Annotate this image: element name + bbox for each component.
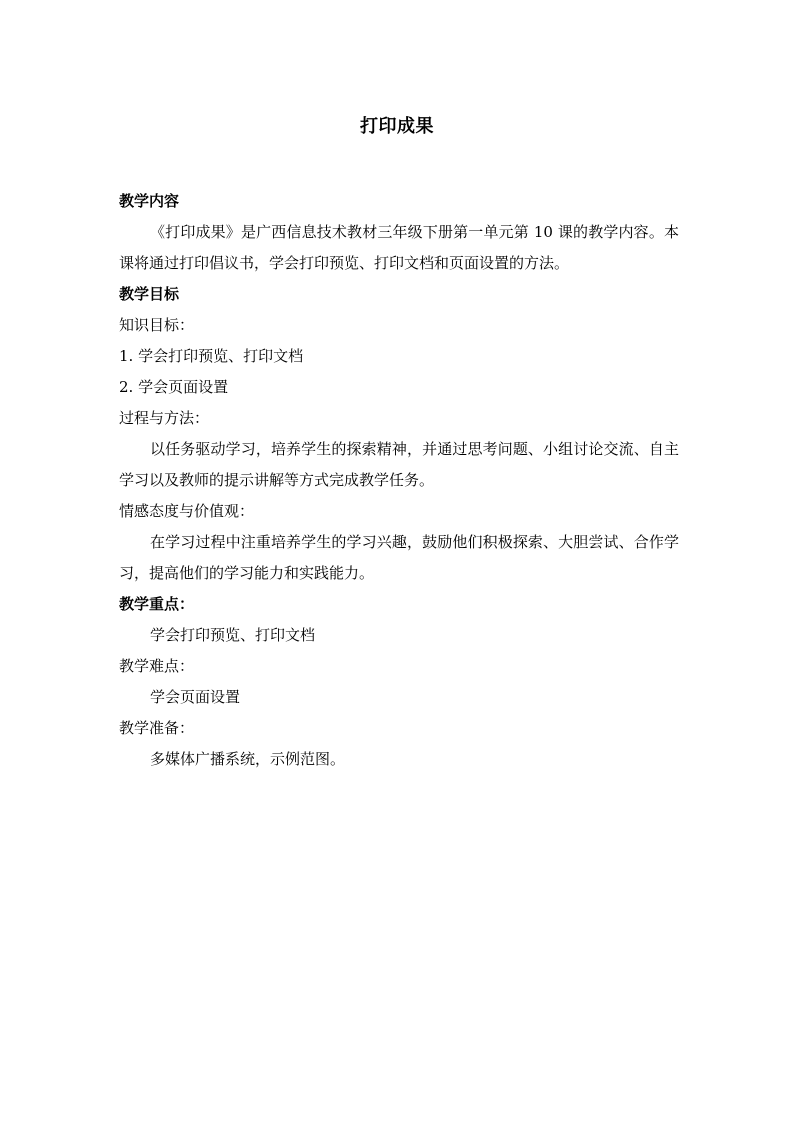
difficulty-text: 学会页面设置 bbox=[150, 688, 241, 706]
process-paragraph: 以任务驱动学习，培养学生的探索精神，并通过思考问题、小组讨论交流、自主学习以及教师的提示讲解等方式完成教学任务。 bbox=[119, 440, 679, 489]
preparation-text: 多媒体广播系统，示例范图。 bbox=[150, 750, 346, 768]
keypoint-text: 学会打印预览、打印文档 bbox=[150, 626, 316, 644]
attitude-paragraph: 在学习过程中注重培养学生的学习兴趣，鼓励他们积极探索、大胆尝试、合作学习，提高他们的学习能力和实践能力。 bbox=[119, 533, 679, 582]
difficulty-heading: 教学难点： bbox=[119, 657, 195, 675]
keypoint-heading: 教学重点： bbox=[119, 595, 195, 613]
process-heading: 过程与方法： bbox=[119, 409, 210, 427]
knowledge-item-2: 2. 学会页面设置 bbox=[119, 378, 229, 396]
knowledge-heading: 知识目标： bbox=[119, 316, 195, 334]
document-body bbox=[119, 186, 679, 775]
content-heading: 教学内容 bbox=[119, 192, 180, 210]
document-title: 打印成果 bbox=[360, 116, 434, 137]
attitude-heading: 情感态度与价值观： bbox=[119, 502, 255, 520]
knowledge-item-1: 1. 学会打印预览、打印文档 bbox=[119, 347, 304, 365]
preparation-heading: 教学准备： bbox=[119, 719, 195, 737]
content-paragraph: 《打印成果》是广西信息技术教材三年级下册第一单元第 10 课的教学内容。本课将通过打印倡议书，学会打印预览、打印文档和页面设置的方法。 bbox=[119, 223, 679, 272]
objectives-heading: 教学目标 bbox=[119, 285, 180, 303]
